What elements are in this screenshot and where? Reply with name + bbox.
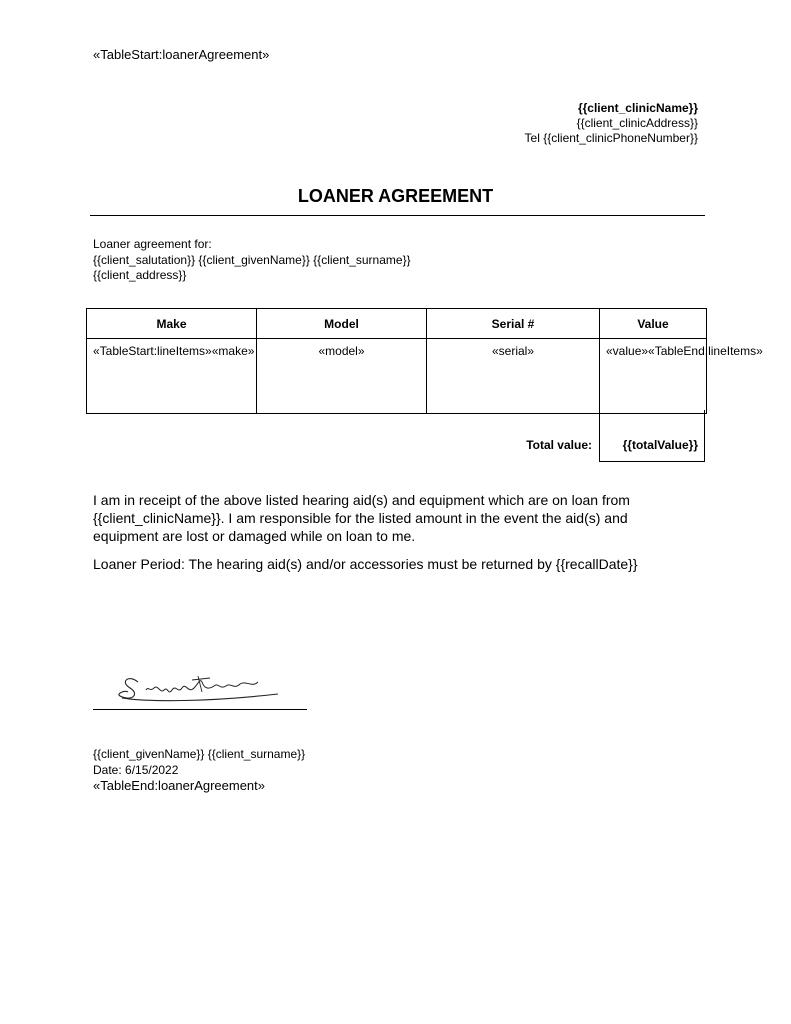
clinic-address: {{client_clinicAddress}} bbox=[576, 116, 698, 130]
signature-image bbox=[118, 668, 288, 704]
table-header-row bbox=[87, 309, 707, 339]
cell-serial: «serial» bbox=[427, 339, 600, 414]
total-value-label: Total value: bbox=[526, 438, 592, 452]
cell-make: «TableStart:lineItems»«make» bbox=[87, 339, 257, 414]
client-address: {{client_address}} bbox=[93, 268, 187, 282]
cell-value: «value»«TableEnd:lineItems» bbox=[600, 339, 707, 414]
loaner-for-label: Loaner agreement for: bbox=[93, 237, 212, 251]
signature-date: Date: 6/15/2022 bbox=[93, 763, 179, 777]
column-header-value: Value bbox=[600, 309, 707, 339]
client-name: {{client_salutation}} {{client_givenName}} {{client_surname}} bbox=[93, 253, 411, 267]
table-row bbox=[87, 339, 707, 414]
cell-model: «model» bbox=[257, 339, 427, 414]
table-start-tag: «TableStart:loanerAgreement» bbox=[93, 47, 270, 62]
loaner-period-paragraph: Loaner Period: The hearing aid(s) and/or accessories must be returned by {{recallDate}} bbox=[93, 556, 638, 572]
title-divider bbox=[90, 215, 705, 216]
column-header-make: Make bbox=[87, 309, 257, 339]
table-end-tag: «TableEnd:loanerAgreement» bbox=[93, 778, 266, 793]
clinic-name: {{client_clinicName}} bbox=[577, 101, 698, 115]
line-items-table bbox=[86, 308, 763, 414]
total-value-box bbox=[599, 410, 705, 462]
signature-line bbox=[93, 709, 307, 710]
total-value: {{totalValue}} bbox=[622, 438, 698, 452]
document-title: LOANER AGREEMENT bbox=[297, 186, 494, 206]
receipt-paragraph: I am in receipt of the above listed hearing aid(s) and equipment which are on loan from {{client_clinicName}}. I am responsible for the listed amount in the event the aid(s) and equipment are lost or damaged while on loan to me. bbox=[93, 492, 630, 544]
column-header-serial: Serial # bbox=[427, 309, 600, 339]
clinic-phone: Tel {{client_clinicPhoneNumber}} bbox=[524, 131, 698, 145]
signer-name: {{client_givenName}} {{client_surname}} bbox=[93, 747, 306, 761]
column-header-model: Model bbox=[257, 309, 427, 339]
